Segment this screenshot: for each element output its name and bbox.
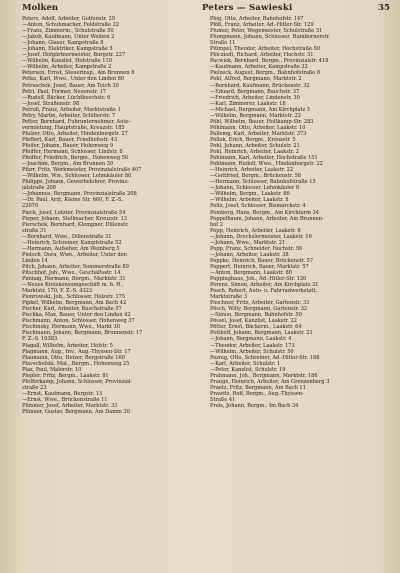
directory-entry: Pohlmann, Karl, Arbeiter, Hochstraße 151 xyxy=(210,155,318,162)
directory-entry: Pitschhof, Joh., Wwe., Geschäftsstr. 14 xyxy=(22,269,121,276)
directory-entry: straße 23 xyxy=(22,384,47,391)
directory-entry: hof 2 xyxy=(210,221,223,228)
directory-entry: —Dr. Paul, Arzt, Kleine Str. 660, F. Z.-S. xyxy=(22,197,123,204)
directory-entry: Petraschek, Josef, Bauer, Am Teich 30 xyxy=(22,82,119,89)
directory-entry: —Heinrich, Arbeiter, Laakstr. 22 xyxy=(210,167,294,174)
directory-entry: Marktstr. 170, F. Z.-S. 4323 xyxy=(22,288,93,295)
directory-entry: Plumpmann, Johann, Schlosser, Hambornerstr. xyxy=(210,34,330,41)
directory-entry: Plaz, Paul, Malerstr. 10 xyxy=(22,366,82,373)
directory-entry: Linden 14 xyxy=(22,257,48,264)
directory-entry: Petersen, Ernst, Steuerinsp., Am Brunnen 8 xyxy=(22,70,135,77)
directory-entry: —Simon, Bergmann, Bahnhofstr. 50 xyxy=(210,312,302,319)
directory-entry: —Josef, Straßenstr. 98 xyxy=(22,100,80,107)
directory-entry: —Karl, Zimmerer, Laakstr. 18 xyxy=(210,100,286,107)
directory-entry: Petry, Martin, Arbeiter, Schillerstr. 7 xyxy=(22,112,116,119)
directory-entry: Pollok, Erich, Bergm., Kreuzstr. 5 xyxy=(210,136,296,143)
directory-entry: Straße 11 xyxy=(210,40,236,47)
directory-entry: Philipps, Johann, Gewerbelehrer, Provinz- xyxy=(22,179,129,186)
directory-entry: Pionrowski, Joh., Schlosser, Holzstr. 175 xyxy=(22,294,125,301)
directory-entry: vermietung, Hauptstraße, Kreuzstr. 185 xyxy=(22,124,125,131)
directory-entry: —Friedrich, Arbeiter, Lindenstr. 30 xyxy=(210,94,300,101)
directory-entry: Plavschefski, Mat., Bergm., Hohenweg 25 xyxy=(22,360,130,367)
directory-entry: Plöcziedt, Richard, Arbeiter, Hochstr. 31 xyxy=(210,52,314,59)
directory-entry: Pieper, Johann, Stellmacher, Kreuzstr. 13 xyxy=(22,215,128,222)
running-head-center: Peters — Sawieski xyxy=(202,3,293,13)
directory-entry: Poppinghaus, Joh., Ad.-Hitler-Str. 126 xyxy=(210,276,307,283)
directory-entry: Petroll, Franz, Arbeiter, Marktstraße 1 xyxy=(22,106,121,113)
directory-entry: Popp, Franz, Schneider, Hochstr. 56 xyxy=(210,245,303,252)
directory-entry: —Wilhelm, Kanzlist, Hofstraße 110 xyxy=(22,58,112,65)
directory-entry: —Bernhard, Wwe., Dillenstraße 31 xyxy=(22,233,112,240)
directory-entry: —Johannes, Bergmann, Provinzialstraße 208 xyxy=(22,191,137,198)
directory-entry: Pfefferkamp, Johann, Schlosser, Provinzial- xyxy=(22,378,133,385)
directory-entry: Pfeiffer, Hermann, Schlosser, Lindstr. 8 xyxy=(22,149,123,156)
directory-entry: Pischmann, Anton, Schlosser, Hohenweg 37 xyxy=(22,318,135,325)
directory-entry: —Johann, Drechslermeister, Laakstr. 16 xyxy=(210,233,312,240)
directory-entry: Potthoff, Johann, Bergmann, Laakstr. 21 xyxy=(210,330,313,337)
directory-entry: Pimnag, Hermann, Bergm., Marktstr. 31 xyxy=(22,276,126,283)
directory-entry: Pierschek, Bernhard, Klempner, Dillenstr. xyxy=(22,221,129,228)
directory-entry: Plagall, Wilhelm, Arbeiter, Hofstr. 5 xyxy=(22,342,113,349)
directory-entry: Poschner, Fritz, Arbeiter, Gartenstr. 33 xyxy=(210,300,310,307)
directory-entry: —Eduard, Bergmann, Bauchstr. 37 xyxy=(210,88,300,95)
directory-entry: Pielzeck, August, Bergm., Bahnhofstraße 8 xyxy=(210,70,321,77)
page-number: 35 xyxy=(378,3,390,13)
directory-entry: Pieck, Josef, Letzter, Provinzialstraße 54 xyxy=(22,209,126,216)
directory-entry: —Theodor, Arbeiter, Laakstr. 173 xyxy=(210,342,295,349)
directory-entry: straße 31 xyxy=(22,227,47,234)
directory-entry: Pössel, Josef, Kanzlist, Laakstr. 22 xyxy=(210,318,297,325)
directory-entry: F. Z.-S. 10383 xyxy=(22,336,58,343)
right-column xyxy=(210,16,390,415)
directory-entry: Pfarr, Fritz, Werkmeister, Provinzialstraße 407 xyxy=(22,167,142,174)
directory-entry: Pohl, Heinrich, Arbeiter, Laakstr. 2 xyxy=(210,149,300,156)
directory-entry: Plöß, Franz, Arbeiter, Ad.-Hitler-Str. 129 xyxy=(210,22,314,29)
directory-entry: —Johann, Wwe., Marktstr. 21 xyxy=(210,239,286,246)
directory-entry: —Joachim, Bergm., Am Brunnen 30 xyxy=(22,161,114,168)
directory-entry: Petri, Paul, Former, Neuenstr. 17 xyxy=(22,88,107,95)
directory-entry: —Johann, Elektriker, Kampstraße 5 xyxy=(22,46,113,53)
directory-entry: Pfeifer, Johann, Bauer, Hohenweg 9 xyxy=(22,142,114,149)
directory-entry: Pfeiffer, Friedrich, Bergm., Hohenweg 50 xyxy=(22,155,129,162)
directory-entry: —Wilhelm, Arbeiter, Schulstr. 50 xyxy=(210,348,294,355)
directory-entry: —Neues Kreiskonsumgeschäft m. b. H., xyxy=(22,282,124,289)
directory-entry: Pomberg, Hans, Bergm., Am Kirchturm 24 xyxy=(210,209,320,216)
directory-entry: Pallemg, Karl, Arbeiter, Marktstr. 373 xyxy=(210,130,307,137)
directory-entry: —Michael, Bergmann, Am Kirchplatz 5 xyxy=(210,106,310,113)
directory-entry: Pöhl, Wilhelm, Bauer, Holtkamp-Str. 283 xyxy=(210,118,314,125)
directory-entry: Pötter, Ernst, Bäckerm., Laakstr. 64 xyxy=(210,324,302,331)
directory-entry: Plagmann, Aug., Inv., Aug.-Thyssen-Str. 17 xyxy=(22,348,131,355)
directory-entry: Pischinsky, Hermann, Wwe., Markt 30 xyxy=(22,324,120,331)
directory-entry: —Heinrich, Schreiner, Kampfstraße 52 xyxy=(22,239,122,246)
page-header xyxy=(22,3,390,15)
directory-entry: Pohl, Alfred, Bergmann, Marktstr. 2 xyxy=(210,76,302,83)
directory-entry: —Franz, Zimmerm., Schulstraße 50 xyxy=(22,28,114,35)
directory-entry: —Hermann, Aufseher, Am Weinberg 5 xyxy=(22,245,120,252)
directory-entry: Pöhlmann, Otto, Arbeiter, Laakstr. 10 xyxy=(210,124,306,131)
directory-entry: Preis, Johann, Bergm., Im Bach 34 xyxy=(210,403,299,409)
directory-entry: Prahmann, Joh., Bergmann, Marktstr. 186 xyxy=(210,372,318,379)
directory-columns xyxy=(22,16,390,415)
directory-entry: —Ernst, Kaufmann, Bergstr. 13 xyxy=(22,390,103,397)
directory-entry: Pischka, Max, Bauer, Unter den Linden 42 xyxy=(22,312,131,319)
directory-entry: Pipkel, Wilhelm, Bergmann, Am Bach 42 xyxy=(22,300,127,307)
directory-entry: —Wilhelm, Bergm., Laakstr. 86 xyxy=(210,191,290,198)
directory-entry: Prange, Heinrich, Arbeiter, Am Grenzenberg 3 xyxy=(210,378,330,385)
directory-entry: Porenz, Simon, Arbeiter, Am Kirchplatz 21 xyxy=(210,282,319,289)
directory-entry: Pfalzer, Otto, Arbeiter, Hindenburgstr. 27 xyxy=(22,130,128,137)
directory-entry: Straße 41 xyxy=(210,396,236,403)
directory-entry: Peters, Adolf, Arbeiter, Gotfenstr. 29 xyxy=(22,16,115,22)
directory-entry: Popp, Heinrich, Arbeiter, Laakstr. 8 xyxy=(210,227,301,234)
directory-entry: —Jakob, Kaufmann, Unter Weihen 2 xyxy=(22,34,115,41)
directory-entry: Pfeffert, Karl, Bauer, Friedhofsstr. 43 xyxy=(22,136,118,143)
directory-entry: —Johann, Arbeiter, Laakstr. 38 xyxy=(210,251,289,258)
directory-entry: Poznig, Otto, Schreiner, Ad.-Hitler-Str. 188 xyxy=(210,354,320,361)
left-column xyxy=(22,16,202,415)
directory-entry: —Peter, Kanzlist, Schulstr. 19 xyxy=(210,366,286,373)
directory-entry: 22070 xyxy=(22,203,39,210)
directory-entry: Plaumann, Otto, Heizer, Bergstraße 160 xyxy=(22,354,125,361)
directory-entry: Poltz, Josef, Schlosser, Bismarckstr. 4 xyxy=(210,203,306,210)
directory-entry: —Gottfried, Bergm., Brückenstr. 58 xyxy=(210,173,302,180)
directory-entry: Plumer, Peter, Wegemeister, Schulstraße 31 xyxy=(210,28,323,35)
directory-entry: Plog, Otto, Arbeiter, Bahnhofstr. 147 xyxy=(210,16,304,22)
directory-entry: —Kaufmann, Arbeiter, Kampstraße 32 xyxy=(210,64,308,71)
directory-entry: Prawitz, Rolf, Bergm., Aug.-Thyssen- xyxy=(210,390,304,397)
directory-entry: Pohlmann, Rudolf, Wwe., Hindenburgstr. 22 xyxy=(210,161,323,168)
directory-entry: Praetz, Fritz, Bergmann, Am Bach 11 xyxy=(210,384,306,391)
directory-entry: Marktstraße 3 xyxy=(210,294,247,301)
directory-entry: —Karl, Arbeiter, Schulstr. 1 xyxy=(210,360,281,367)
directory-entry: Pietsch, Dora, Wwe., Arbeiter, Unter den xyxy=(22,251,127,258)
directory-entry: Pohl, Johann, Arbeiter, Schulstr. 21 xyxy=(210,142,300,149)
directory-entry: Poppert, Heinrich, Bauer, Marktstr. 57 xyxy=(210,263,309,270)
directory-entry: Pilch, Johann, Arbeiter, Sommerstraße 89 xyxy=(22,263,129,270)
directory-entry: Posch, Robert, Auto- u. Fahrradwerkstatt, xyxy=(210,288,318,295)
directory-entry: —Josef, Hofgärtnermeister, Burgstr. 227 xyxy=(22,52,126,59)
directory-entry: Poppelbaum, Johann, Arbeiter, Am Brunnen- xyxy=(210,215,324,222)
directory-entry: —Johann, Schlosser, Lehmkäuler 8 xyxy=(210,185,300,192)
directory-entry: Pösch, Willy, Bergmann, Gartenstr. 32 xyxy=(210,306,308,313)
directory-entry: Petke, Karl, Wwe., Unter den Linden 80 xyxy=(22,76,125,83)
directory-entry: Plümpel, Theodor, Arbeiter, Hochstraße 50 xyxy=(210,46,320,53)
directory-entry: —Johann, Glaser, Kampstraße 8 xyxy=(22,40,104,47)
directory-entry: ialstraße 208 xyxy=(22,185,56,192)
running-head-left: Molken xyxy=(22,3,59,13)
directory-entry: Pischer, Karl, Arbeiter, Buschstraße 57 xyxy=(22,306,122,313)
directory-entry: —Rudolf, Bäcker, Lüchtbuschstr. 6 xyxy=(22,94,111,101)
directory-entry: Pacwiek, Bernhard, Bergm., Provinzialstr. 418 xyxy=(210,58,329,65)
directory-entry: —Wilhelm, Ww., Schlosser, Lehmkäuler 80 xyxy=(22,173,132,180)
directory-entry: —Wilhelm, Arbeiter, Laakstr. 8 xyxy=(210,197,289,204)
directory-entry: Pischmann, Johann, Bergmann, Brunnenstr. 17 xyxy=(22,330,143,337)
directory-entry: Plünner, Gustav, Bergmann, Am Damm 30 xyxy=(22,409,130,416)
directory-entry: —Wilhelm, Bergmann, Marktstr. 22 xyxy=(210,112,301,119)
directory-entry: —Ernst, Wwe., Brückenstraße 11 xyxy=(22,396,108,403)
directory-entry: Plepler, Fritz, Bergm., Laakstr. 81 xyxy=(22,372,109,379)
directory-entry: Plimmer, Josef, Arbeiter, Marktstr. 33 xyxy=(22,403,118,409)
directory-entry: Poppke, Heinrich, Bauer, Brückenstr. 57 xyxy=(210,257,314,264)
directory-entry: —Anton, Bergmann, Laakstr. 80 xyxy=(210,269,292,276)
directory-entry: —Johann, Bergmann, Laakstr. 4 xyxy=(210,336,292,343)
directory-entry: —Anton, Schuhmacher, Feldstraße 22 xyxy=(22,22,120,29)
directory-entry: —Bernhard, Kaufmann, Brückenstr. 32 xyxy=(210,82,310,89)
directory-entry: —Wilhelm, Arbeiter, Kampstraße 2 xyxy=(22,64,112,71)
directory-entry: —Hermann, Schlosser, Bahnhofstraße 15 xyxy=(210,179,316,186)
directory-entry: Petter, Bernhard, Fuhrunternehmer, Auto- xyxy=(22,118,131,125)
